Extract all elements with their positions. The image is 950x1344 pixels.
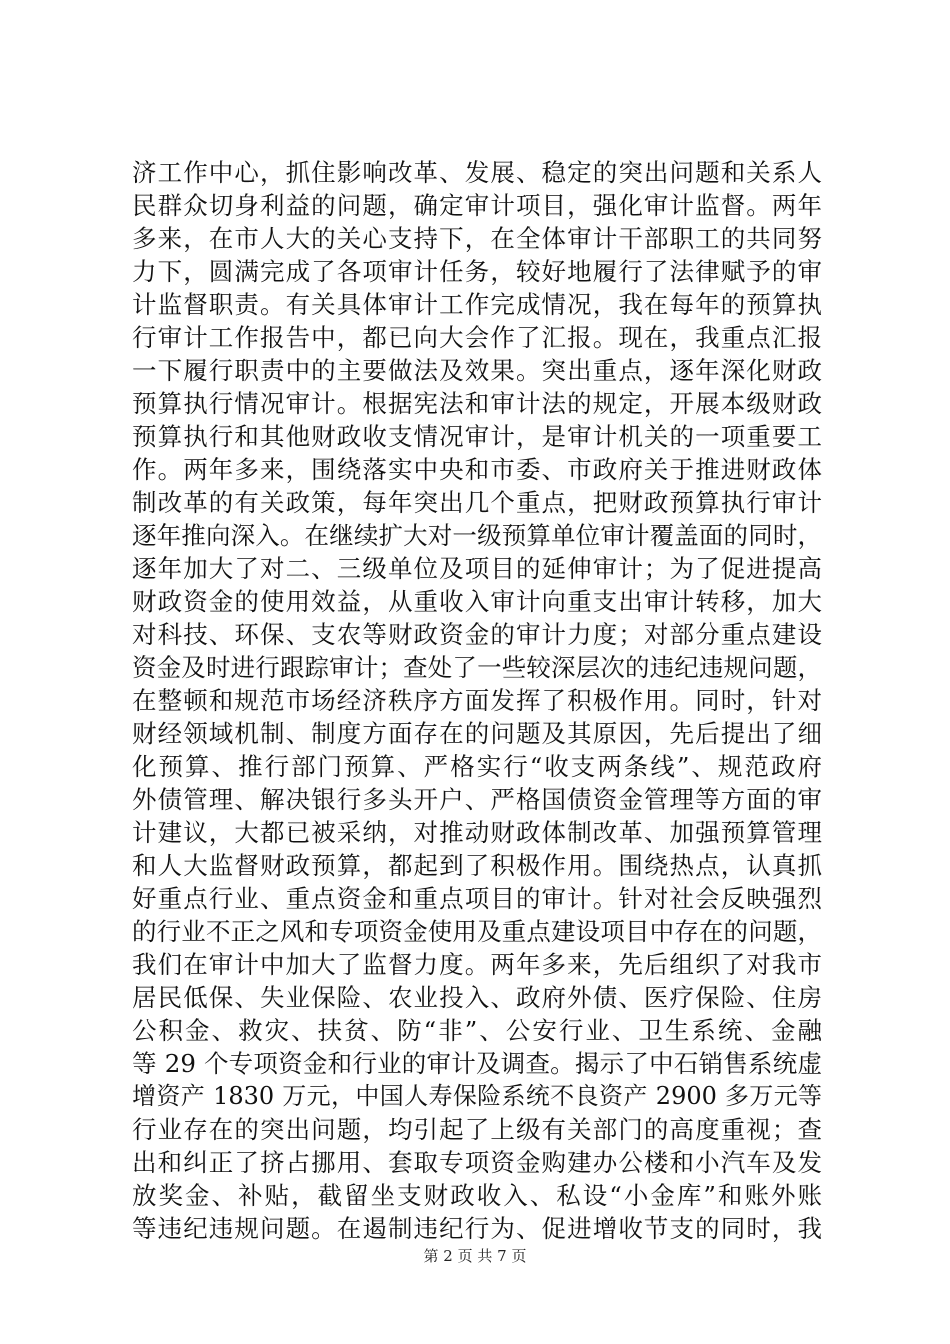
text-line: 计监督职责。有关具体审计工作完成情况，我在每年的预算执	[132, 290, 822, 319]
text-line: 财政资金的使用效益，从重收入审计向重支出审计转移，加大	[132, 587, 822, 616]
text-line: 外债管理、解决银行多头开户、严格国债资金管理等方面的审	[132, 785, 822, 814]
text-line: 财经领域机制、制度方面存在的问题及其原因，先后提出了细	[132, 719, 822, 748]
text-line: 出和纠正了挤占挪用、套取专项资金购建办公楼和小汽车及发	[132, 1148, 822, 1177]
text-line: 好重点行业、重点资金和重点项目的审计。针对社会反映强烈	[132, 884, 822, 913]
text-line: 多来，在市人大的关心支持下，在全体审计干部职工的共同努	[132, 224, 822, 253]
text-line: 资金及时进行跟踪审计；查处了一些较深层次的违纪违规问题，	[132, 653, 822, 682]
text-line: 一下履行职责中的主要做法及效果。突出重点，逐年深化财政	[132, 356, 822, 385]
text-line: 增资产 1830 万元，中国人寿保险系统不良资产 2900 多万元等	[132, 1082, 822, 1110]
text-line: 行审计工作报告中，都已向大会作了汇报。现在，我重点汇报	[132, 323, 822, 352]
text-line: 居民低保、失业保险、农业投入、政府外债、医疗保险、住房	[132, 983, 822, 1012]
text-line: 和人大监督财政预算，都起到了积极作用。围绕热点，认真抓	[132, 851, 822, 880]
text-line: 作。两年多来，围绕落实中央和市委、市政府关于推进财政体	[132, 455, 822, 484]
text-line: 预算执行和其他财政收支情况审计，是审计机关的一项重要工	[132, 422, 822, 451]
text-line: 逐年推向深入。在继续扩大对一级预算单位审计覆盖面的同时，	[132, 521, 822, 550]
text-line: 民群众切身利益的问题，确定审计项目，强化审计监督。两年	[132, 191, 822, 220]
text-line: 力下，圆满完成了各项审计任务，较好地履行了法律赋予的审	[132, 257, 822, 286]
text-line: 制改革的有关政策，每年突出几个重点，把财政预算执行审计	[132, 488, 822, 517]
text-line: 对科技、环保、支农等财政资金的审计力度；对部分重点建设	[132, 620, 822, 649]
text-line: 济工作中心，抓住影响改革、发展、稳定的突出问题和关系人	[132, 158, 822, 187]
text-line: 我们在审计中加大了监督力度。两年多来，先后组织了对我市	[132, 950, 822, 979]
body-paragraph	[132, 156, 822, 1245]
text-line: 放奖金、补贴，截留坐支财政收入、私设“小金库”和账外账	[132, 1181, 822, 1210]
text-line: 预算执行情况审计。根据宪法和审计法的规定，开展本级财政	[132, 389, 822, 418]
text-line: 逐年加大了对二、三级单位及项目的延伸审计；为了促进提高	[132, 554, 822, 583]
text-line: 在整顿和规范市场经济秩序方面发挥了积极作用。同时，针对	[132, 686, 822, 715]
text-line: 化预算、推行部门预算、严格实行“收支两条线”、规范政府	[132, 752, 822, 781]
page-footer: 第 2 页 共 7 页	[423, 1247, 527, 1265]
text-line: 的行业不正之风和专项资金使用及重点建设项目中存在的问题，	[132, 917, 822, 946]
text-line: 等 29 个专项资金和行业的审计及调查。揭示了中石销售系统虚	[132, 1049, 822, 1078]
text-line: 计建议，大都已被采纳，对推动财政体制改革、加强预算管理	[132, 818, 822, 847]
text-line: 等违纪违规问题。在遏制违纪行为、促进增收节支的同时，我	[132, 1214, 822, 1243]
text-line: 行业存在的突出问题，均引起了上级有关部门的高度重视；查	[132, 1115, 822, 1144]
text-line: 公积金、救灾、扶贫、防“非”、公安行业、卫生系统、金融	[132, 1016, 822, 1045]
